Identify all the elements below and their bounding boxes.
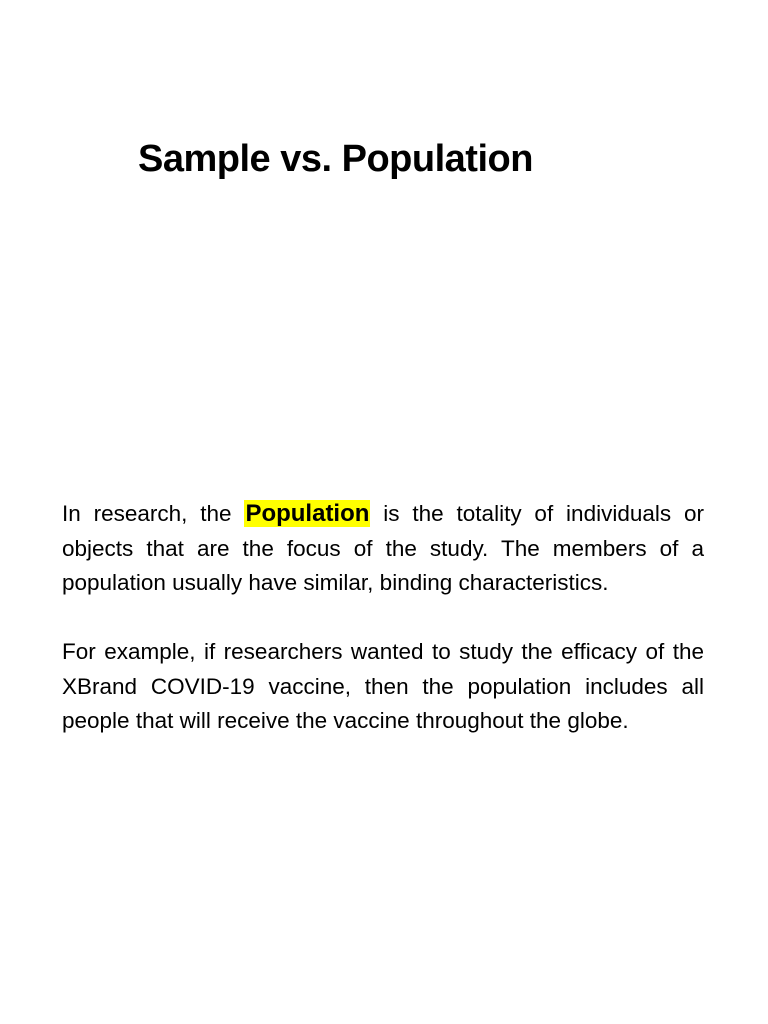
page-title: Sample vs. Population (138, 138, 533, 180)
definition-rest-text: is the totality of individuals or objects that are the focus of the study. The members of a population usually have similar, binding characteristics. (62, 501, 704, 595)
example-paragraph: For example, if researchers wanted to study the efficacy of the XBrand COVID-19 vaccine, then the population includes all people that will receive the vaccine throughout the globe. (62, 639, 704, 733)
definition-paragraph (62, 497, 704, 601)
definition-lead-text: In research, the (62, 501, 245, 526)
body-text (62, 497, 704, 739)
highlighted-term: Population (245, 500, 370, 527)
